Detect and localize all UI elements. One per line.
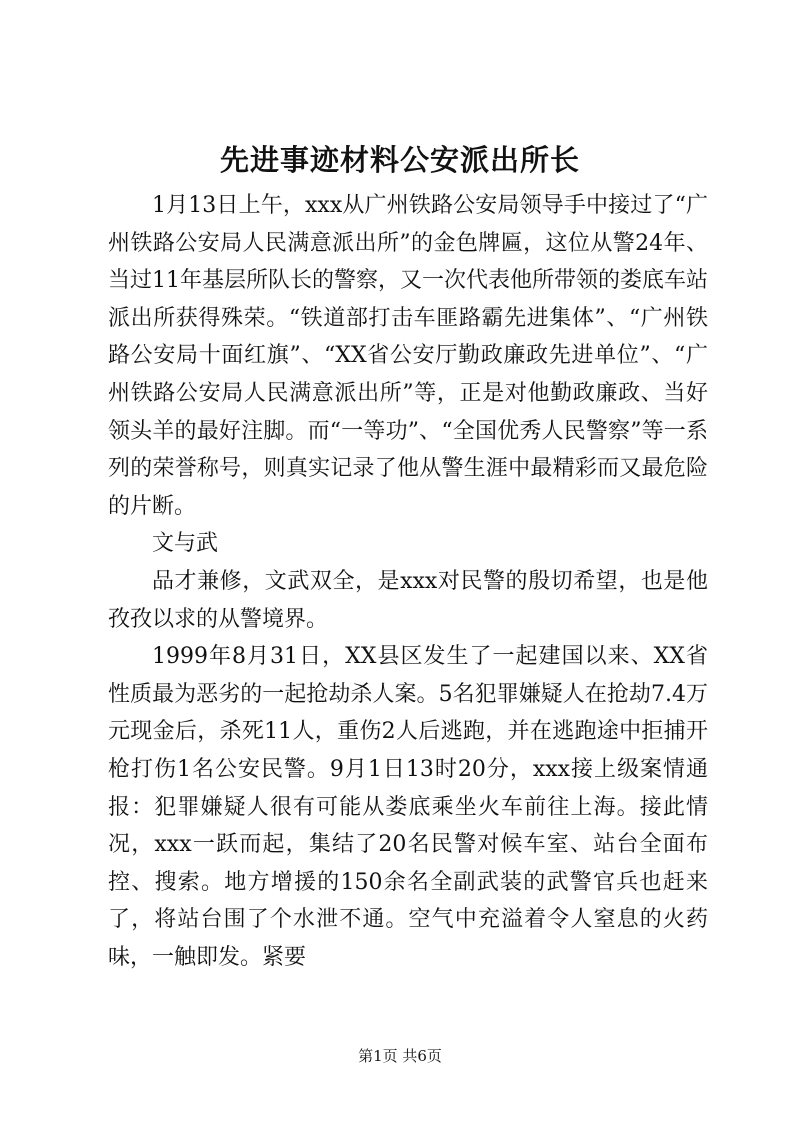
paragraph-intro: 1月13日上午，xxx从广州铁路公安局领导手中接过了“广州铁路公安局人民满意派出所”的金色牌匾，这位从警24年、当过11年基层所队长的警察，又一次代表他所带领的娄底车站派出所获得殊荣。“铁道部打击车匪路霸先进集体”、“广州铁路公安局十面红旗”、“XX省公安厅勤政廉政先进单位”、“广州铁路公安局人民满意派出所”等，正是对他勤政廉政、当好领头羊的最好注脚。而“一等功”、“全国优秀人民警察”等一系列的荣誉称号，则真实记录了他从警生涯中最精彩而又最危险的片断。	[108, 193, 708, 519]
page-footer: 第1页 共6页	[358, 1047, 442, 1065]
document-body	[108, 187, 708, 976]
paragraph-virtue: 品才兼修，文武双全，是xxx对民警的殷切希望，也是他孜孜以求的从警境界。	[108, 568, 708, 632]
document-title: 先进事迹材料公安派出所长	[219, 143, 580, 177]
section-heading: 文与武	[152, 531, 219, 557]
paragraph-case: 1999年8月31日，XX县区发生了一起建国以来、XX省性质最为恶劣的一起抢劫杀人案。5名犯罪嫌疑人在抢劫7.4万元现金后，杀死11人，重伤2人后逃跑，并在逃跑途中拒捕开枪打伤1名公安民警。9月1日13时20分，xxx接上级案情通报：犯罪嫌疑人很有可能从娄底乘坐火车前往上海。接此情况，xxx一跃而起，集结了20名民警对候车室、站台全面布控、搜索。地方增援的150余名全副武装的武警官兵也赶来了，将站台围了个水泄不通。空气中充溢着令人窒息的火药味，一触即发。紧要	[108, 644, 708, 970]
